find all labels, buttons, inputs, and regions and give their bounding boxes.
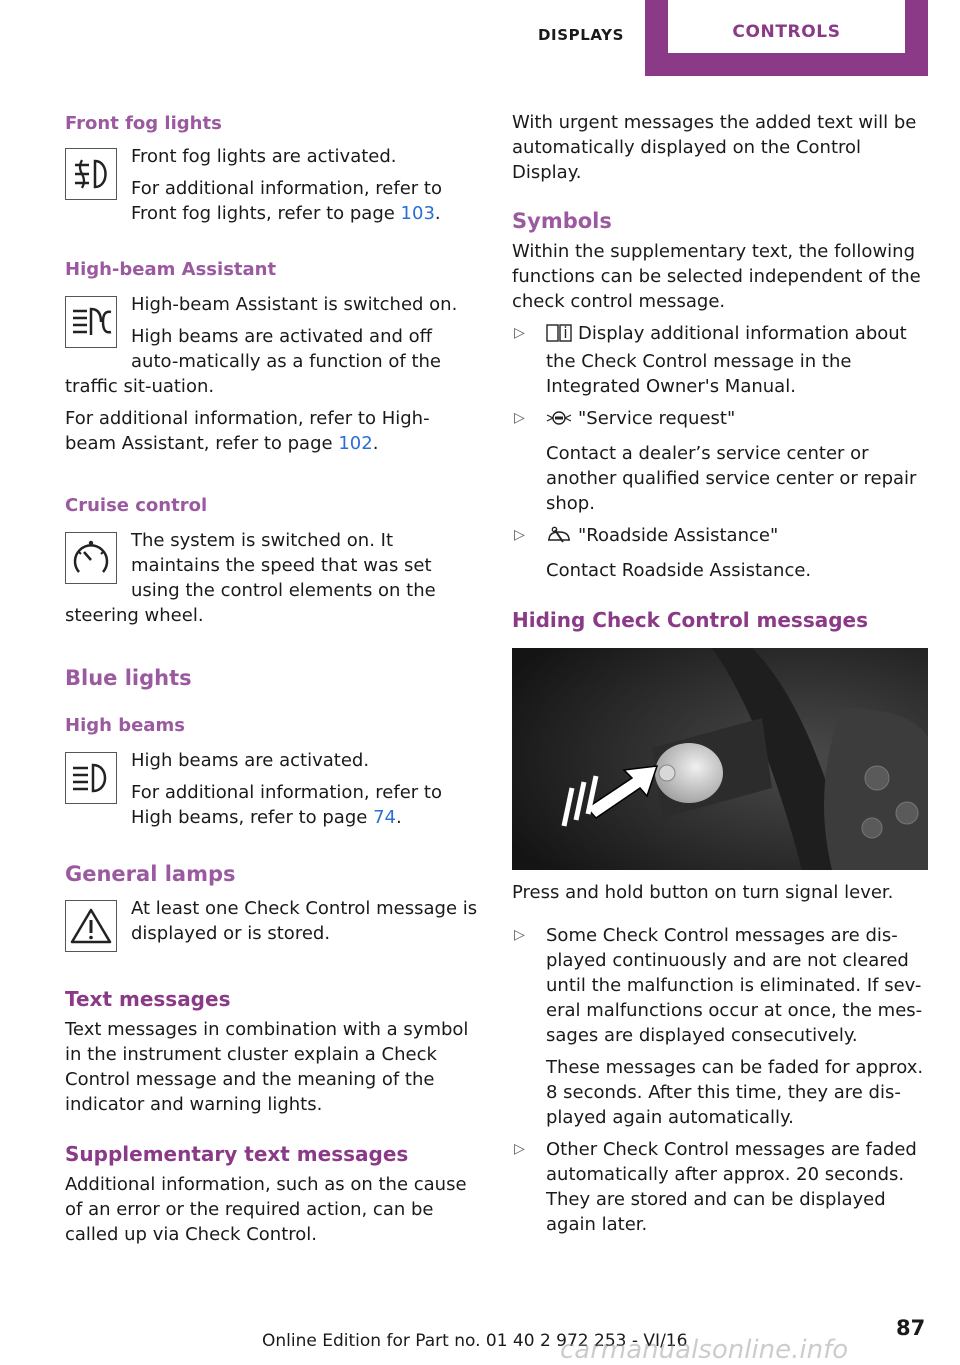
highbeams-title: High beams — [65, 715, 185, 736]
hba-p3 — [65, 406, 480, 456]
manual-book-icon — [546, 324, 572, 349]
symbol-item-sub: Contact Roadside Assistance. — [546, 560, 812, 581]
list-item — [512, 523, 928, 583]
fog-page-link[interactable]: 103 — [400, 203, 435, 224]
fog-block — [65, 144, 480, 226]
hiding-title: Hiding Check Control messages — [512, 608, 869, 632]
high-beams-icon — [65, 752, 117, 804]
list-item — [512, 1137, 928, 1237]
symbol-item-text: "Roadside Assistance" — [578, 525, 779, 546]
symbols-title: Symbols — [512, 209, 612, 233]
fog-p2-end: . — [434, 203, 441, 224]
highbeams-p2-text: For additional information, refer to High beams, refer to page — [131, 782, 442, 828]
hba-p1: High-beam Assistant is switched on. — [131, 294, 458, 315]
general-lamps-title: General lamps — [65, 862, 236, 886]
list-item — [512, 321, 928, 399]
cruise-control-icon — [65, 532, 117, 584]
bullet-triangle-icon: ▷ — [514, 410, 525, 426]
bullet-triangle-icon: ▷ — [514, 527, 525, 543]
blue-lights-title: Blue lights — [65, 666, 192, 690]
service-mini-icon — [546, 409, 572, 434]
cruise-p1: The system is switched on. It maintains the speed that was set using the control elements on the steering wheel. — [65, 530, 436, 626]
supp-title: Supplementary text messages — [65, 1142, 409, 1166]
bullet-triangle-icon: ▷ — [514, 325, 525, 341]
hiding-item-text: Other Check Control messages are faded automatically after approx. 20 seconds. They are stored and can be displayed again later. — [546, 1139, 917, 1235]
hba-p3-end: . — [372, 433, 379, 454]
list-item — [512, 406, 928, 516]
fog-title: Front fog lights — [65, 113, 222, 134]
hiding-caption: Press and hold button on turn signal lever. — [512, 882, 894, 903]
hba-p3-text: For additional information, refer to High-beam Assistant, refer to page — [65, 408, 430, 454]
highbeams-block — [65, 748, 480, 830]
page-number: 87 — [896, 1316, 926, 1340]
highbeams-p2-end: . — [395, 807, 402, 828]
supp-p1: Additional information, such as on the cause of an error or the required action, can be called up via Check Control. — [65, 1174, 467, 1245]
symbol-item-text: Display additional information about the Check Control message in the Integrated Owner's Manual. — [546, 323, 907, 397]
right-column — [512, 110, 928, 1237]
bullet-triangle-icon: ▷ — [514, 927, 525, 943]
cruise-block — [65, 528, 480, 628]
hba-p2: High beams are activated and off auto-matically as a function of the traffic sit-uation. — [65, 326, 442, 397]
footer-edition: Online Edition for Part no. 01 40 2 972 253 - VI/16 — [262, 1331, 688, 1351]
cruise-title: Cruise control — [65, 495, 208, 516]
header-section: DISPLAYS — [537, 26, 625, 44]
fog-p2-text: For additional information, refer to Front fog lights, refer to page — [131, 178, 442, 224]
left-column — [65, 110, 480, 1247]
symbol-item-text: "Service request" — [578, 408, 736, 429]
hba-page-link[interactable]: 102 — [338, 433, 373, 454]
general-block — [65, 896, 480, 956]
warning-triangle-icon — [65, 900, 117, 952]
highbeams-page-link[interactable]: 74 — [373, 807, 396, 828]
hiding-item-text: Some Check Control messages are dis-played continuously and are not cleared until the malfunction is eliminated. If sev-eral malfunctions occur at once, the mes-sages are displayed consecutively. — [546, 925, 923, 1046]
symbols-list — [512, 321, 928, 583]
symbol-item-sub: Contact a dealer’s service center or another qualified service center or repair shop. — [546, 443, 917, 514]
text-messages-p1: Text messages in combination with a symbol in the instrument cluster explain a Check Control message and the meaning of the indicator and warning lights. — [65, 1019, 469, 1115]
symbols-p1: Within the supplementary text, the following functions can be selected independent of the check control message. — [512, 241, 921, 312]
hba-title: High-beam Assistant — [65, 259, 277, 280]
highbeams-p1: High beams are activated. — [131, 750, 370, 771]
hiding-list — [512, 923, 928, 1237]
general-p1: At least one Check Control message is displayed or is stored. — [131, 898, 478, 944]
fog-p2 — [65, 176, 480, 226]
header-chapter: CONTROLS — [732, 22, 841, 42]
highbeams-p2 — [65, 780, 480, 830]
turn-signal-lever-photo — [512, 648, 928, 870]
front-fog-lights-icon — [65, 148, 117, 200]
fog-p1: Front fog lights are activated. — [131, 146, 397, 167]
hiding-item-sub: These messages can be faded for approx. 8 seconds. After this time, they are dis-played again automatically. — [546, 1057, 924, 1128]
lever-illustration — [512, 648, 928, 870]
list-item — [512, 923, 928, 1130]
watermark: carmanualsonline.info — [560, 1335, 849, 1365]
text-messages-title: Text messages — [65, 987, 231, 1011]
roadside-wrench-icon — [546, 526, 572, 551]
high-beam-assistant-icon — [65, 296, 117, 348]
hba-block — [65, 292, 480, 456]
urgent-p: With urgent messages the added text will be automatically displayed on the Control Display. — [512, 112, 917, 183]
bullet-triangle-icon: ▷ — [514, 1141, 525, 1157]
